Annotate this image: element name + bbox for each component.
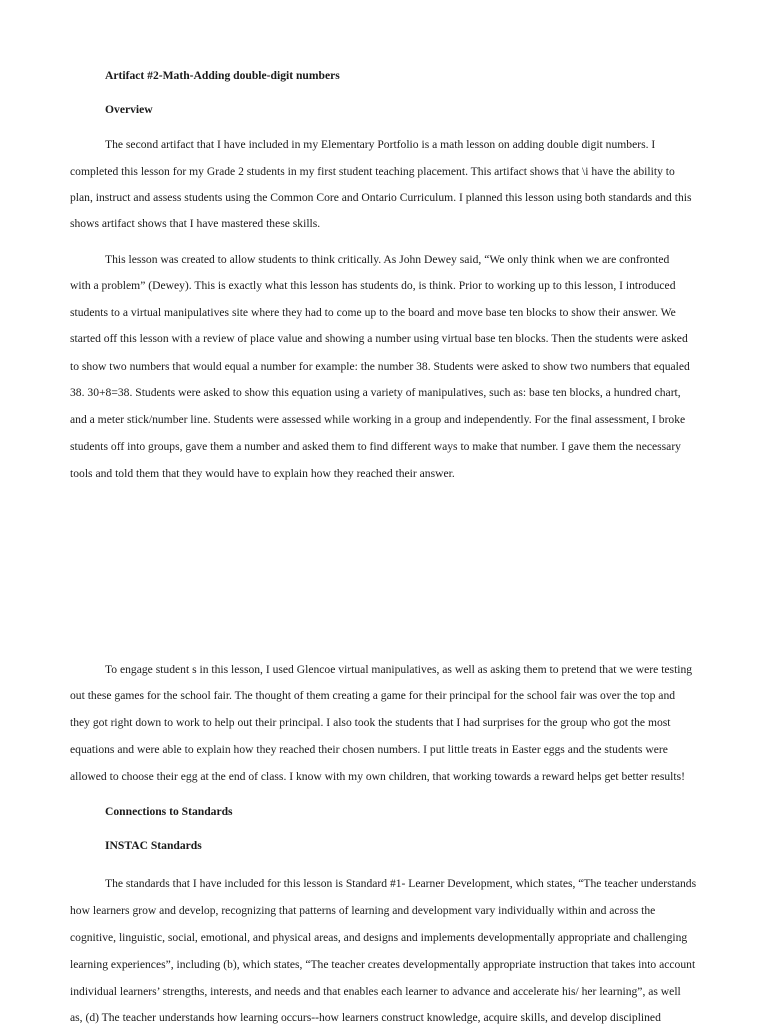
text-line: learning experiences”, including (b), which states, “The teacher creates developmentally appropriate instruction that takes into account bbox=[70, 958, 696, 971]
text-line: completed this lesson for my Grade 2 students in my first student teaching placement. This artifact shows that \i have the ability to bbox=[70, 165, 675, 178]
text-line: started off this lesson with a review of place value and showing a number using virtual base ten blocks. Then the students were asked bbox=[70, 332, 688, 345]
text-line: they got right down to work to help out their principal. I also took the students that I had surprises for the group who got the most bbox=[70, 716, 671, 729]
text-line: The standards that I have included for this lesson is Standard #1- Learner Development, which states, “The teacher understands bbox=[105, 877, 697, 890]
text-line: how learners grow and develop, recognizing that patterns of learning and development vary individually within and across the bbox=[70, 904, 656, 917]
text-line: to show two numbers that would equal a number for example: the number 38. Students were asked to show two numbers that equaled bbox=[70, 360, 690, 373]
text-line: as, (d) The teacher understands how learning occurs--how learners construct knowledge, acquire skills, and develop disciplined bbox=[70, 1011, 661, 1024]
text-line: students off into groups, gave them a number and asked them to find different ways to make that number. I gave them the necessary bbox=[70, 440, 681, 453]
text-line: individual learners’ strengths, interests, and needs and that enables each learner to advance and accelerate his/ her learning”, as well bbox=[70, 985, 681, 998]
text-line: equations and were able to explain how they reached their chosen numbers. I put little treats in Easter eggs and the students were bbox=[70, 743, 668, 756]
text-line: To engage student s in this lesson, I used Glencoe virtual manipulatives, as well as asking them to pretend that we were testing bbox=[105, 663, 693, 676]
text-line: and a meter stick/number line. Students were assessed while working in a group and independently. For the final assessment, I broke bbox=[70, 413, 686, 426]
overview-heading: Overview bbox=[105, 103, 153, 116]
text-line: allowed to choose their egg at the end of class. I know with my own children, that working towards a reward helps get better results! bbox=[70, 770, 685, 783]
artifact-heading: Artifact #2-Math-Adding double-digit numbers bbox=[105, 69, 340, 82]
text-line: with a problem” (Dewey). This is exactly what this lesson has students do, is think. Prior to working up to this lesson, I introduced bbox=[70, 279, 676, 292]
text-line: 38. 30+8=38. Students were asked to show this equation using a variety of manipulatives, such as: base ten blocks, a hundred chart, bbox=[70, 386, 681, 399]
text-line: cognitive, linguistic, social, emotional, and physical areas, and designs and implements developmentally appropriate and challenging bbox=[70, 931, 688, 944]
text-line: plan, instruct and assess students using the Common Core and Ontario Curriculum. I planned this lesson using both standards and this bbox=[70, 191, 692, 204]
connections-heading: Connections to Standards bbox=[105, 805, 233, 818]
text-line: shows artifact shows that I have mastered these skills. bbox=[70, 217, 321, 230]
instac-heading: INSTAC Standards bbox=[105, 839, 202, 852]
text-line: out these games for the school fair. The thought of them creating a game for their principal for the school fair was over the top and bbox=[70, 689, 676, 702]
text-line: The second artifact that I have included in my Elementary Portfolio is a math lesson on adding double digit numbers. I bbox=[105, 138, 656, 151]
text-line: tools and told them that they would have to explain how they reached their answer. bbox=[70, 467, 455, 480]
text-line: students to a virtual manipulatives site where they had to come up to the board and move base ten blocks to show their answer. We bbox=[70, 306, 676, 319]
text-line: This lesson was created to allow students to think critically. As John Dewey said, “We only think when we are confronted bbox=[105, 253, 670, 266]
